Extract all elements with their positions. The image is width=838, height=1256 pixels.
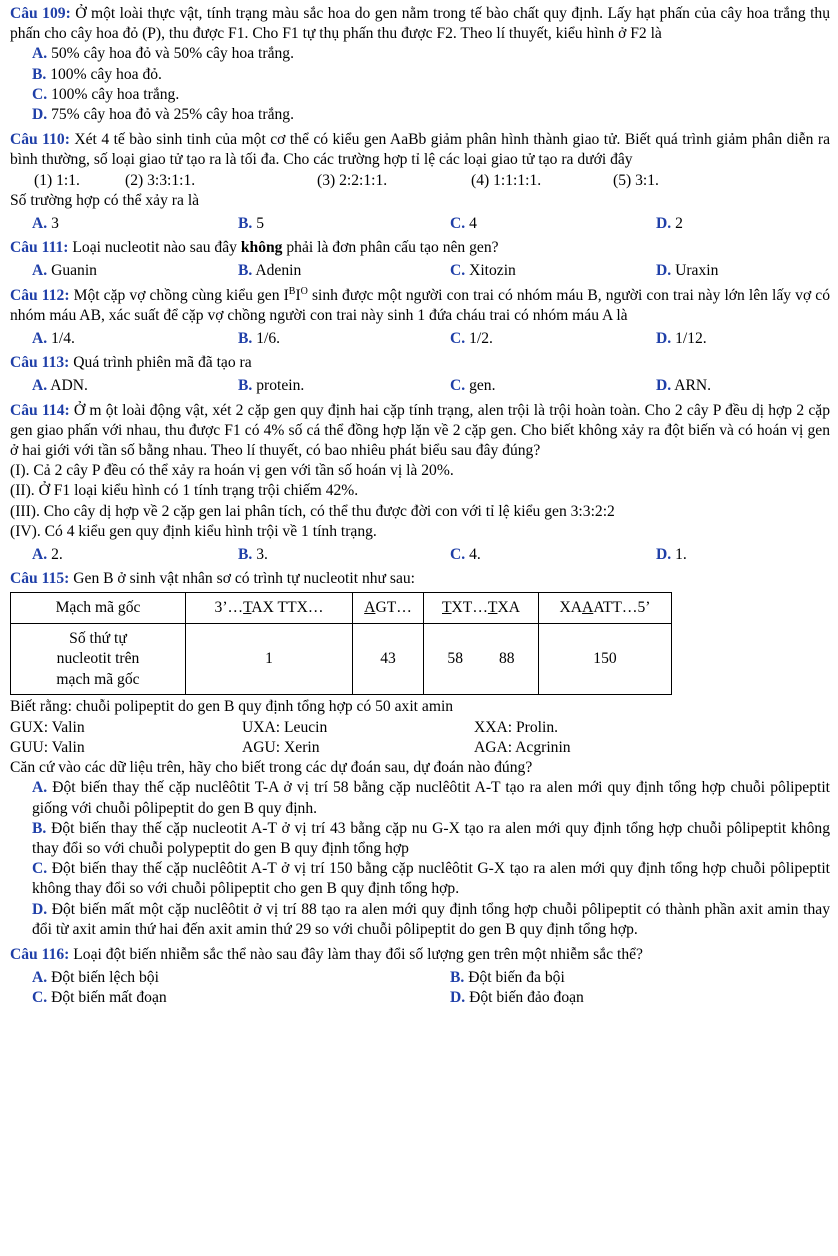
- question-number: Câu 115:: [10, 570, 70, 588]
- table-cell: 58 88: [424, 624, 539, 695]
- option-c[interactable]: C. 1/2.: [450, 330, 493, 348]
- option-b[interactable]: B. Đột biến thay thế cặp nucleotit A-T ở vị trí 43 bằng cặp nu G-X tạo ra alen mới quy định tổng hợp chuỗi pôlipeptit không thay đổi so với chuỗi polypeptit do gen B quy định tổng hợp: [32, 819, 830, 857]
- question-stem: Câu 116: Loại đột biến nhiễm sắc thể nào sau đây làm thay đổi số lượng gen trên một nhiễm sắc thể?: [10, 945, 643, 963]
- option-b[interactable]: B. 1/6.: [238, 330, 281, 348]
- option-a[interactable]: A. Đột biến lệch bội: [32, 969, 159, 987]
- option-d[interactable]: D. 1/12.: [656, 330, 707, 348]
- question-ask: Số trường hợp có thể xảy ra là: [10, 191, 200, 209]
- question-111: [10, 238, 830, 281]
- table-row: [11, 593, 672, 624]
- case-item: (2) 3:3:1:1.: [125, 171, 196, 189]
- case-item: (3) 2:2:1:1.: [317, 171, 388, 189]
- question-stem: [10, 4, 830, 44]
- options-row: [10, 988, 830, 1008]
- option-a[interactable]: A. 3: [32, 215, 59, 233]
- option-c[interactable]: C. gen.: [450, 377, 496, 395]
- question-number: Câu 112:: [10, 286, 70, 304]
- option-a[interactable]: A. Guanin: [32, 262, 97, 280]
- option-a[interactable]: A. 50% cây hoa đỏ và 50% cây hoa trắng.: [32, 45, 294, 63]
- statement-1: (I). Cả 2 cây P đều có thể xảy ra hoán vị gen với tần số hoán vị là 20%.: [10, 462, 454, 480]
- question-116: [10, 945, 830, 1009]
- sequence-table: [10, 592, 672, 695]
- options-row: [10, 261, 830, 281]
- option-d[interactable]: D. 1.: [656, 546, 687, 564]
- case-list: [10, 171, 830, 191]
- options-row: [10, 545, 830, 565]
- option-b[interactable]: B. Đột biến đa bội: [450, 969, 565, 987]
- option-b[interactable]: B. 5: [238, 215, 265, 233]
- option-b[interactable]: B. 3.: [238, 546, 268, 564]
- question-number: Câu 111:: [10, 239, 69, 257]
- table-cell: 43: [353, 624, 424, 695]
- question-109: [10, 4, 830, 125]
- statement-3: (III). Cho cây dị hợp về 2 cặp gen lai phân tích, có thể thu được đời con với tỉ lệ kiểu gen 3:3:2:2: [10, 502, 615, 520]
- option-c[interactable]: C. 100% cây hoa trắng.: [32, 85, 180, 103]
- option-a[interactable]: A. 2.: [32, 546, 63, 564]
- option-b[interactable]: B. 100% cây hoa đỏ.: [32, 65, 162, 83]
- question-number: Câu 110:: [10, 131, 70, 149]
- options-row: [10, 968, 830, 988]
- option-a[interactable]: A. Đột biến thay thế cặp nuclêôtit T-A ở vị trí 58 bằng cặp nuclêôtit A-T tạo ra alen mới quy định tổng hợp chuỗi pôlipeptit giống với chuỗi pôlipeptit do gen B quy định.: [32, 779, 830, 817]
- table-cell: XAAATT…5’: [539, 593, 672, 624]
- option-d[interactable]: D. Đột biến đảo đoạn: [450, 989, 584, 1007]
- question-number: Câu 114:: [10, 401, 70, 419]
- table-row: [11, 624, 672, 695]
- codon-row: GUX: Valin UXA: Leucin XXA: Prolin.: [10, 718, 559, 736]
- option-a[interactable]: A. 1/4.: [32, 330, 75, 348]
- option-c[interactable]: C. 4: [450, 215, 477, 233]
- emphasis-not: không: [240, 239, 283, 257]
- option-b[interactable]: B. protein.: [238, 377, 305, 395]
- row-header: Số thứ tự nucleotit trên mạch mã gốc: [11, 624, 186, 695]
- option-d[interactable]: D. 75% cây hoa đỏ và 25% cây hoa trắng.: [32, 106, 294, 124]
- options-row: [10, 376, 830, 396]
- row-header: Mạch mã gốc: [11, 593, 186, 624]
- question-115: [10, 569, 830, 940]
- table-cell: TXT…TXA: [424, 593, 539, 624]
- statement-4: (IV). Có 4 kiểu gen quy định kiểu hình trội về 1 tính trạng.: [10, 522, 377, 540]
- table-cell: 150: [539, 624, 672, 695]
- question-stem: Câu 114: Ở m ột loài động vật, xét 2 cặp gen quy định hai cặp tính trạng, alen trội là trội hoàn toàn. Cho 2 cây P đều dị hợp 2 cặp gen giao phấn với nhau, thu được F1 có 4% số cá thể đồng hợp lặn về 2 cặp gen. Cho biết không xảy ra đột biến và có hoán vị gen ở hai giới với tần số bằng nhau. Theo lí thuyết, có bao nhiêu phát biểu sau đây đúng?: [10, 401, 830, 460]
- question-text: Ở một loài thực vật, tính trạng màu sắc hoa do gen nằm trong tế bào chất quy định. Lấy hạt phấn của cây hoa trắng thụ phấn cho cây hoa đỏ (P), thu được F1. Cho F1 tự thụ phấn thu được F2. Theo lí thuyết, kiểu hình ở F2 là: [10, 5, 830, 43]
- question-stem: Câu 111: Loại nucleotit nào sau đây không phải là đơn phân cấu tạo nên gen?: [10, 239, 499, 257]
- question-stem: Câu 112: Một cặp vợ chồng cùng kiểu gen $I^BI^O$ sinh được một người con trai có nhóm máu B, người con trai này lớn lên lấy vợ có nhóm máu AB, xác suất để cặp vợ chồng người con trai này sinh 1 đứa cháu trai có nhóm máu A là: [10, 285, 830, 324]
- question-113: [10, 353, 830, 396]
- question-ask: Căn cứ vào các dữ liệu trên, hãy cho biết trong các dự đoán sau, dự đoán nào đúng?: [10, 759, 533, 777]
- option-d[interactable]: D. Đột biến mất một cặp nuclêôtit ở vị trí 88 tạo ra alen mới quy định tổng hợp chuỗi pôlipeptit có thành phần axit amin thay đổi từ axit amin thứ hai đến axit amin thứ 29 so với chuỗi pôlipeptit do gen B quy định tổng hợp.: [32, 900, 830, 938]
- option-c[interactable]: C. Đột biến thay thế cặp nuclêôtit A-T ở vị trí 150 bằng cặp nuclêôtit G-X tạo ra alen mới quy định tổng hợp chuỗi pôlipeptit không thay đổi so với chuỗi pôlipeptit cho gen B quy định tổng hợp.: [32, 860, 830, 898]
- question-number: Câu 113:: [10, 354, 70, 372]
- option-c[interactable]: C. Xitozin: [450, 262, 516, 280]
- question-110: [10, 130, 830, 234]
- table-cell: 1: [186, 624, 353, 695]
- table-cell: AGT…: [353, 593, 424, 624]
- options-row: [10, 329, 830, 349]
- case-item: (5) 3:1.: [613, 171, 659, 189]
- question-number: Câu 109:: [10, 5, 71, 22]
- option-d[interactable]: D. Uraxin: [656, 262, 719, 280]
- option-d[interactable]: D. ARN.: [656, 377, 712, 395]
- option-c[interactable]: C. 4.: [450, 546, 481, 564]
- option-a[interactable]: A. ADN.: [32, 377, 88, 395]
- options-row: [10, 214, 830, 234]
- given-info: Biết rằng: chuỗi polipeptit do gen B quy định tổng hợp có 50 axit amin: [10, 698, 454, 716]
- question-stem: Câu 115: Gen B ở sinh vật nhân sơ có trình tự nucleotit như sau:: [10, 570, 416, 588]
- option-d[interactable]: D. 2: [656, 215, 683, 233]
- case-item: (4) 1:1:1:1.: [471, 171, 542, 189]
- question-stem: [10, 130, 830, 170]
- question-text: Xét 4 tế bào sinh tinh của một cơ thể có kiểu gen AaBb giảm phân hình thành giao tử. Biết quá trình giảm phân diễn ra bình thường, số loại giao tử tạo ra là tối đa. Cho các trường hợp tỉ lệ các loại giao tử tạo ra dưới đây: [10, 131, 831, 169]
- question-112: [10, 286, 830, 350]
- question-number: Câu 116:: [10, 945, 70, 963]
- codon-row: GUU: Valin AGU: Xerin AGA: Acgrinin: [10, 738, 571, 756]
- question-stem: Câu 113: Quá trình phiên mã đã tạo ra: [10, 354, 252, 372]
- table-cell: 3’…TAX TTX…: [186, 593, 353, 624]
- case-item: (1) 1:1.: [34, 171, 80, 189]
- option-c[interactable]: C. Đột biến mất đoạn: [32, 989, 167, 1007]
- option-b[interactable]: B. Adenin: [238, 262, 302, 280]
- statement-2: (II). Ở F1 loại kiểu hình có 1 tính trạng trội chiếm 42%.: [10, 482, 359, 500]
- question-114: [10, 401, 830, 566]
